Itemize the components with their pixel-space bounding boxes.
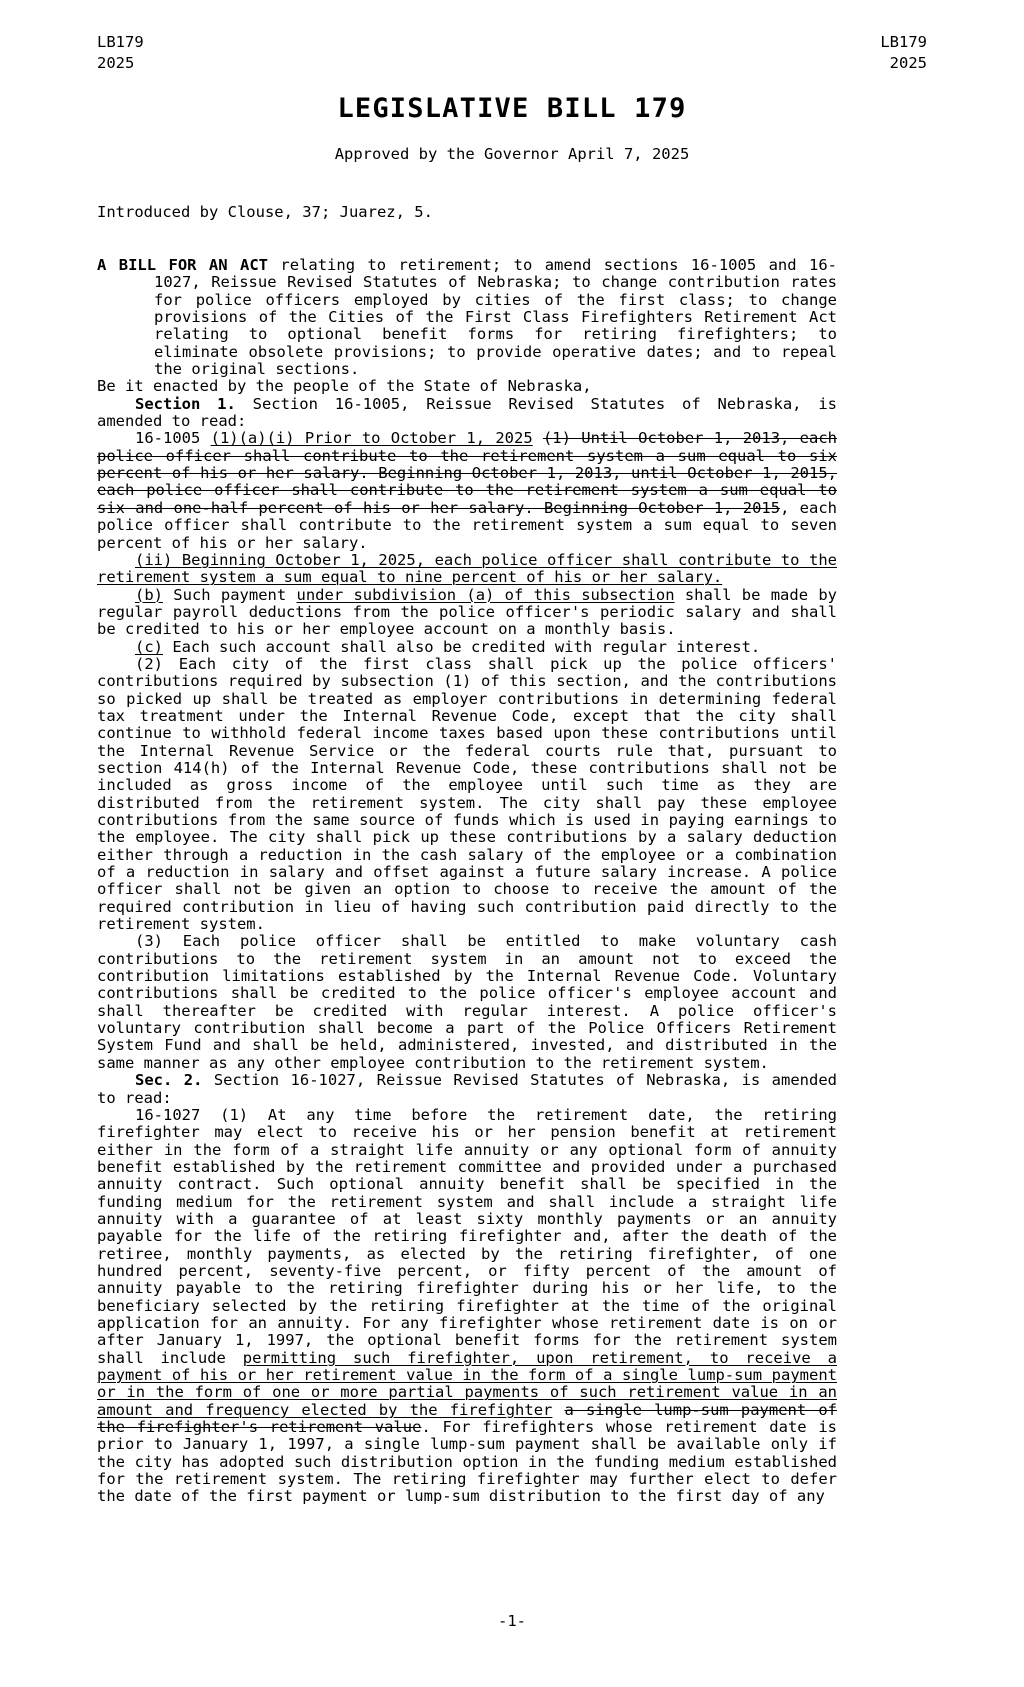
act-paragraph	[97, 257, 837, 378]
running-head-left	[97, 32, 144, 74]
statute-paragraph	[97, 656, 837, 934]
statute-paragraph	[97, 639, 837, 656]
statute-text: shall be made by regular payroll deductions from the police officer's periodic salary and shall be credited to his or her employee account on a monthly basis.	[97, 585, 837, 639]
act-body-text: relating to retirement; to amend sections 16-1005 and 16-1027, Reissue Revised Statutes of Nebraska; to change contribution rates for police officers employed by cities of the first class; to change provisions of the Cities of the First Class Firefighters Retirement Act relating to optional benefit forms for retiring firefighters; to eliminate obsolete provisions; to provide operative dates; and to repeal the original sections.	[154, 256, 837, 379]
section-heading-label: Sec. 2.	[135, 1071, 203, 1090]
statute-paragraph	[97, 1107, 837, 1506]
section-heading-label: Section 1.	[135, 394, 236, 413]
running-head	[97, 32, 927, 74]
section-heading-text: Section 16-1027, Reissue Revised Statutes of Nebraska, is amended to read:	[97, 1071, 837, 1107]
statute-text	[533, 429, 543, 447]
statute-paragraph	[97, 430, 837, 551]
running-head-right-bill: LB179	[880, 33, 927, 51]
statute-text: (3) Each police officer shall be entitled to make voluntary cash contributions to the retirement system in an amount not to exceed the contribution limitations established by the Internal Revenue Code. Voluntary contributions shall be credited to the police officer's employee account and shall thereafter be credited with regular interest. A police officer's voluntary contribution shall become a part of the Police Officers Retirement System Fund and shall be held, administered, invested, and distributed in the same manner as any other employee contribution to the retirement system.	[97, 932, 837, 1072]
inserted-text: (b)	[135, 585, 163, 604]
inserted-text: under subdivision (a) of this subsection	[296, 585, 675, 604]
section-heading	[97, 1072, 837, 1107]
statute-text: , each police officer shall contribute to the retirement system a sum equal to seven percent of his or her salary.	[97, 498, 838, 552]
bill-body	[97, 257, 837, 1506]
act-lead-label: A BILL FOR AN ACT	[97, 256, 268, 274]
approval-line: Approved by the Governor April 7, 2025	[334, 145, 690, 163]
running-head-right-year: 2025	[889, 54, 927, 72]
statute-text: . For firefighters whose retirement date is prior to January 1, 1997, a single lump-sum payment shall be available only if the city has adopted such distribution option in the funding medium established for the retirement system. The retiring firefighter may further elect to defer the date of the first payment or lump-sum distribution to the first day of any	[97, 1418, 837, 1506]
page-title: LEGISLATIVE BILL 179	[337, 93, 687, 124]
statute-text: Such payment	[163, 585, 297, 604]
statute-text: (2) Each city of the first class shall pick up the police officers' contributions required by subsection (1) of this section, and the contributions so picked up shall be treated as employer contributions in determining federal tax treatment under the Internal Revenue Code, except that the city shall continue to withhold federal income taxes based upon these contributions until the Internal Revenue Service or the federal courts rule that, pursuant to section 414(h) of the Internal Revenue Code, these contributions shall not be included as gross income of the employee until such time as they are distributed from the retirement system. The city shall pay these employee contributions from the same source of funds which is used in paying earnings to the employee. The city shall pick up these contributions by a salary deduction either through a reduction in the cash salary of the employee or a combination of a reduction in salary and offset against a future salary increase. A police officer shall not be given an option to choose to receive the amount of the required contribution in lieu of having such contribution paid directly to the retirement system.	[97, 654, 837, 934]
sections-container	[97, 396, 837, 1506]
statute-text: 16-1027 (1) At any time before the retirement date, the retiring firefighter may elect to receive his or her pension benefit at retirement either in the form of a straight life annuity or any optional form of annuity benefit established by the retirement committee and provided under a purchased annuity contract. Such optional annuity benefit shall be specified in the funding medium for the retirement system and shall include a straight life annuity with a guarantee of at least sixty monthly payments or an annuity payable for the life of the retiring firefighter and, after the death of the retiree, monthly payments, as elected by the retiring firefighter, of one hundred percent, seventy-five percent, or fifty percent of the amount of annuity payable to the retiring firefighter during his or her life, to the beneficiary selected by the retiring firefighter at the time of the original application for an annuity. For any firefighter whose retirement date is on or after January 1, 1997, the optional benefit forms for the retirement system shall include	[97, 1105, 837, 1367]
statute-text	[552, 1401, 564, 1419]
running-head-left-bill: LB179	[97, 33, 144, 51]
statute-paragraph	[97, 552, 837, 587]
section-heading-text: Section 16-1005, Reissue Revised Statutes of Nebraska, is amended to read:	[97, 394, 837, 431]
statute-text: 16-1005	[135, 429, 211, 448]
inserted-text: (c)	[135, 637, 163, 656]
running-head-left-year: 2025	[97, 54, 135, 72]
statute-text: Each such account shall also be credited with regular interest.	[163, 637, 761, 656]
statute-paragraph	[97, 587, 837, 639]
inserted-text: (ii) Beginning October 1, 2025, each police officer shall contribute to the retirement system a sum equal to nine percent of his or her salary.	[97, 550, 837, 587]
statute-paragraph	[97, 933, 837, 1072]
enactment-clause: Be it enacted by the people of the State of Nebraska,	[97, 377, 592, 396]
running-head-right	[880, 32, 927, 74]
inserted-text: (1)(a)(i) Prior to October 1, 2025	[210, 429, 533, 448]
deleted-text: a single lump-sum payment of the firefighter's retirement value	[97, 1400, 837, 1437]
inserted-text: permitting such firefighter, upon retirement, to receive a payment of his or her retirement value in the form of a single lump-sum payment or in the form of one or more partial payments of such retirement value in an amount and frequency elected by the firefighter	[97, 1348, 837, 1419]
introduced-by-line: Introduced by Clouse, 37; Juarez, 5.	[97, 203, 433, 221]
deleted-text: (1) Until October 1, 2013, each police officer shall contribute to the retirement system a sum equal to six percent of his or her salary. Beginning October 1, 2013, until October 1, 2015, each police officer shall contribute to the retirement system a sum equal to six and one-half percent of his or her salary. Beginning October 1, 2015	[97, 429, 837, 517]
page-number: -1-	[498, 1612, 526, 1630]
section-heading	[97, 396, 837, 431]
